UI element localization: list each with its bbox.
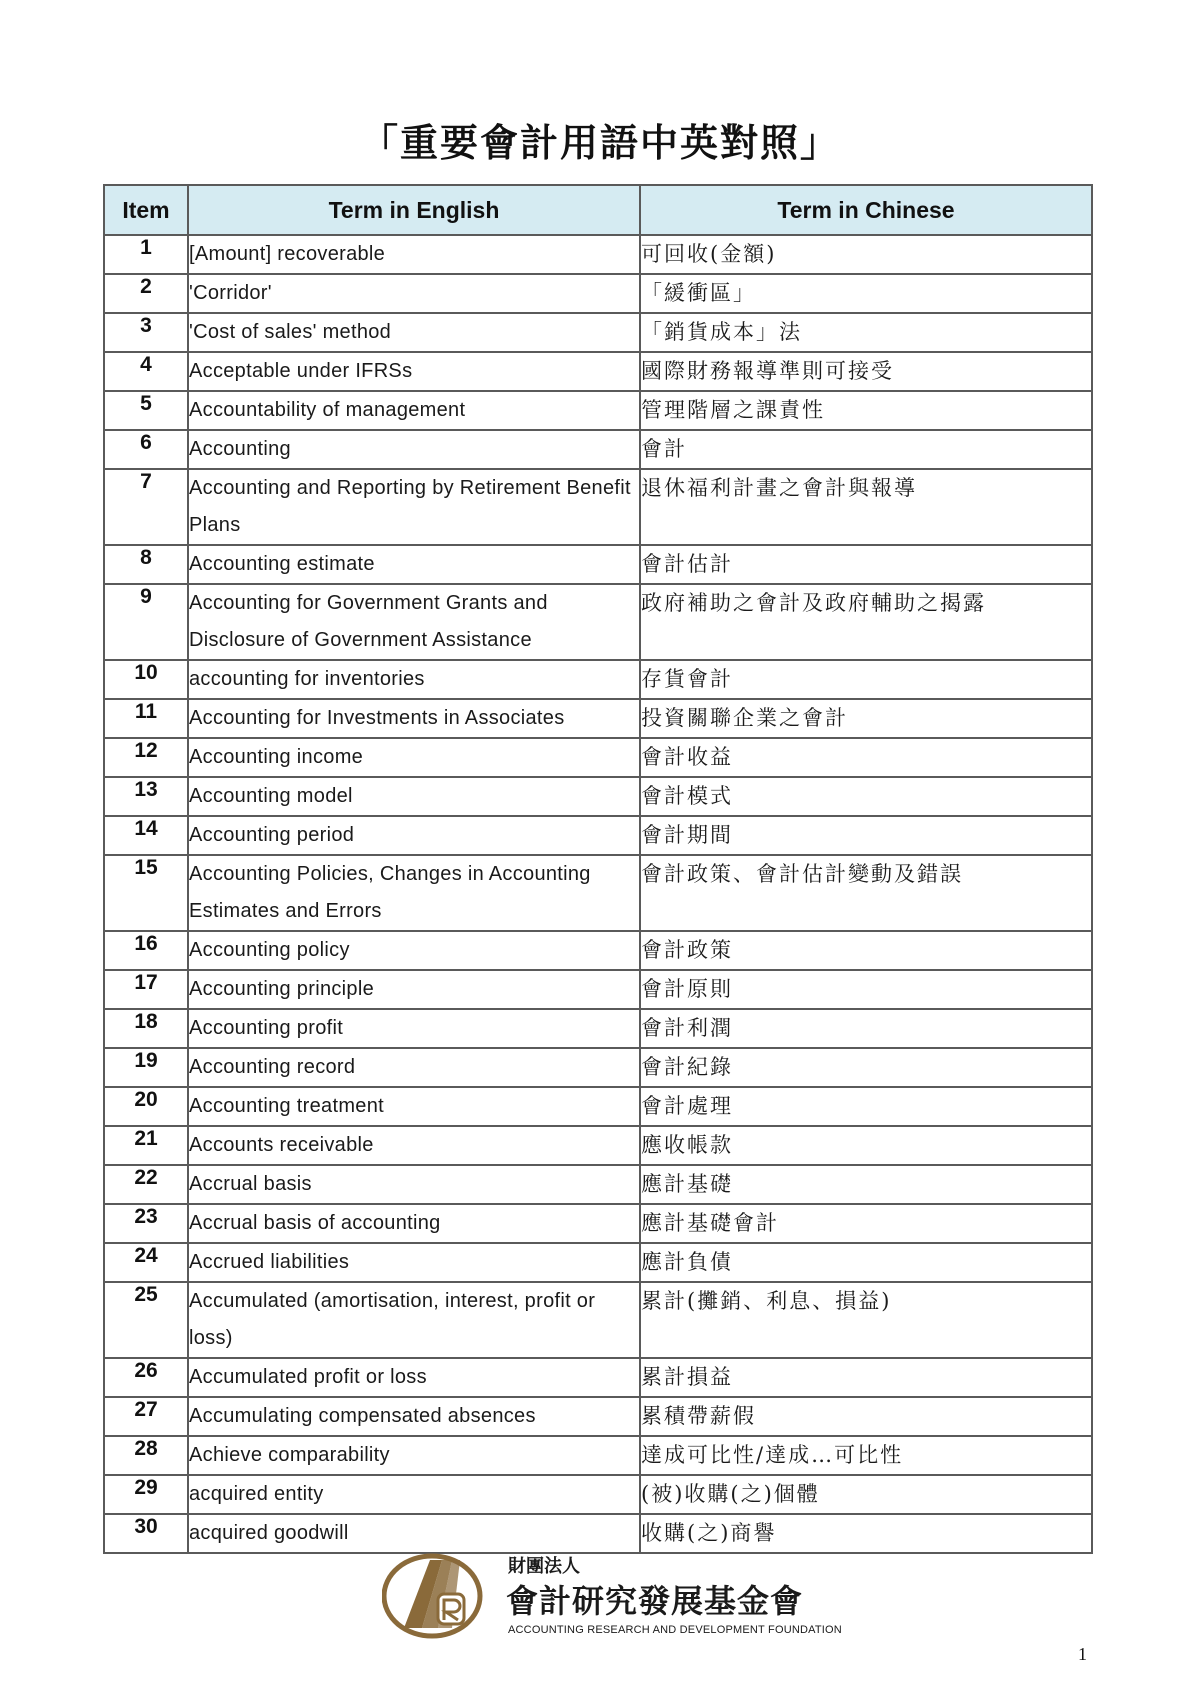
term-english: Accumulating compensated absences: [188, 1397, 640, 1436]
term-chinese: 累計(攤銷、利息、損益): [640, 1282, 1092, 1358]
term-chinese: 會計原則: [640, 970, 1092, 1009]
table-row: [104, 391, 1092, 430]
term-english: Achieve comparability: [188, 1436, 640, 1475]
item-number: 17: [104, 970, 188, 1009]
item-number: 5: [104, 391, 188, 430]
term-chinese: 退休福利計畫之會計與報導: [640, 469, 1092, 545]
item-number: 1: [104, 235, 188, 274]
term-chinese: 國際財務報導準則可接受: [640, 352, 1092, 391]
item-number: 8: [104, 545, 188, 584]
item-number: 3: [104, 313, 188, 352]
table-row: [104, 352, 1092, 391]
logo-name: 會計研究發展基金會: [506, 1582, 804, 1620]
table-row: [104, 469, 1092, 545]
table-row: [104, 1436, 1092, 1475]
foundation-logo: [382, 1550, 842, 1640]
term-english: accounting for inventories: [188, 660, 640, 699]
term-english: Accounting period: [188, 816, 640, 855]
term-chinese: 存貨會計: [640, 660, 1092, 699]
term-english: Accounts receivable: [188, 1126, 640, 1165]
item-number: 12: [104, 738, 188, 777]
term-chinese: 應收帳款: [640, 1126, 1092, 1165]
header-term-english: Term in English: [188, 185, 640, 235]
item-number: 25: [104, 1282, 188, 1358]
table-row: [104, 1358, 1092, 1397]
term-chinese: 會計: [640, 430, 1092, 469]
table-row: [104, 660, 1092, 699]
item-number: 2: [104, 274, 188, 313]
page-number: 1: [1078, 1644, 1087, 1664]
term-english: Accounting policy: [188, 931, 640, 970]
term-english: Accounting profit: [188, 1009, 640, 1048]
table-row: [104, 1397, 1092, 1436]
term-chinese: 「緩衝區」: [640, 274, 1092, 313]
item-number: 14: [104, 816, 188, 855]
item-number: 29: [104, 1475, 188, 1514]
term-english: Accounting for Government Grants and Disclosure of Government Assistance: [188, 584, 640, 660]
term-chinese: 應計負債: [640, 1243, 1092, 1282]
table-body: [104, 235, 1092, 1553]
header-item: Item: [104, 185, 188, 235]
table-row: [104, 274, 1092, 313]
term-english: Accounting estimate: [188, 545, 640, 584]
logo-subtitle: 財團法人: [508, 1556, 580, 1577]
term-english: Accounting principle: [188, 970, 640, 1009]
item-number: 13: [104, 777, 188, 816]
table-row: [104, 545, 1092, 584]
term-english: Accumulated profit or loss: [188, 1358, 640, 1397]
term-english: Acceptable under IFRSs: [188, 352, 640, 391]
table-row: [104, 1087, 1092, 1126]
table-row: [104, 430, 1092, 469]
term-chinese: 會計估計: [640, 545, 1092, 584]
term-chinese: 會計政策: [640, 931, 1092, 970]
item-number: 30: [104, 1514, 188, 1553]
item-number: 23: [104, 1204, 188, 1243]
term-chinese: 會計期間: [640, 816, 1092, 855]
table-row: [104, 1282, 1092, 1358]
table-row: [104, 235, 1092, 274]
term-english: Accounting income: [188, 738, 640, 777]
term-english: Accounting model: [188, 777, 640, 816]
table-row: [104, 855, 1092, 931]
term-chinese: 管理階層之課責性: [640, 391, 1092, 430]
table-row: [104, 1204, 1092, 1243]
table-row: [104, 931, 1092, 970]
item-number: 7: [104, 469, 188, 545]
item-number: 18: [104, 1009, 188, 1048]
term-chinese: 累積帶薪假: [640, 1397, 1092, 1436]
term-chinese: 「銷貨成本」法: [640, 313, 1092, 352]
header-term-chinese: Term in Chinese: [640, 185, 1092, 235]
item-number: 27: [104, 1397, 188, 1436]
term-english: Accounting and Reporting by Retirement Benefit Plans: [188, 469, 640, 545]
table-row: [104, 777, 1092, 816]
term-english: Accountability of management: [188, 391, 640, 430]
term-chinese: 會計利潤: [640, 1009, 1092, 1048]
item-number: 26: [104, 1358, 188, 1397]
term-chinese: 應計基礎: [640, 1165, 1092, 1204]
item-number: 11: [104, 699, 188, 738]
item-number: 20: [104, 1087, 188, 1126]
item-number: 28: [104, 1436, 188, 1475]
item-number: 6: [104, 430, 188, 469]
term-chinese: 收購(之)商譽: [640, 1514, 1092, 1553]
term-english: Accounting record: [188, 1048, 640, 1087]
table-row: [104, 1126, 1092, 1165]
term-english: Accounting for Investments in Associates: [188, 699, 640, 738]
term-english: Accrued liabilities: [188, 1243, 640, 1282]
term-chinese: 達成可比性/達成…可比性: [640, 1436, 1092, 1475]
glossary-table: [103, 184, 1093, 1554]
term-english: Accounting treatment: [188, 1087, 640, 1126]
item-number: 24: [104, 1243, 188, 1282]
term-english: acquired goodwill: [188, 1514, 640, 1553]
table-row: [104, 1475, 1092, 1514]
term-chinese: 會計模式: [640, 777, 1092, 816]
table-row: [104, 970, 1092, 1009]
term-english: 'Corridor': [188, 274, 640, 313]
item-number: 21: [104, 1126, 188, 1165]
table-row: [104, 1009, 1092, 1048]
term-english: [Amount] recoverable: [188, 235, 640, 274]
term-chinese: 投資關聯企業之會計: [640, 699, 1092, 738]
term-english: 'Cost of sales' method: [188, 313, 640, 352]
foundation-emblem-icon: [382, 1550, 486, 1640]
table-row: [104, 584, 1092, 660]
term-chinese: 可回收(金額): [640, 235, 1092, 274]
logo-english-name: ACCOUNTING RESEARCH AND DEVELOPMENT FOUNDATION: [508, 1624, 842, 1636]
term-chinese: 應計基礎會計: [640, 1204, 1092, 1243]
item-number: 4: [104, 352, 188, 391]
term-chinese: (被)收購(之)個體: [640, 1475, 1092, 1514]
term-english: acquired entity: [188, 1475, 640, 1514]
term-chinese: 政府補助之會計及政府輔助之揭露: [640, 584, 1092, 660]
table-row: [104, 1165, 1092, 1204]
item-number: 9: [104, 584, 188, 660]
table-row: [104, 816, 1092, 855]
term-chinese: 會計紀錄: [640, 1048, 1092, 1087]
page-title: 「重要會計用語中英對照」: [359, 120, 840, 165]
term-english: Accrual basis: [188, 1165, 640, 1204]
table-row: [104, 1048, 1092, 1087]
item-number: 16: [104, 931, 188, 970]
term-chinese: 會計收益: [640, 738, 1092, 777]
term-english: Accounting Policies, Changes in Accounting Estimates and Errors: [188, 855, 640, 931]
item-number: 22: [104, 1165, 188, 1204]
table-row: [104, 313, 1092, 352]
term-english: Accrual basis of accounting: [188, 1204, 640, 1243]
table-row: [104, 699, 1092, 738]
term-chinese: 會計政策、會計估計變動及錯誤: [640, 855, 1092, 931]
item-number: 19: [104, 1048, 188, 1087]
table-row: [104, 1243, 1092, 1282]
term-chinese: 會計處理: [640, 1087, 1092, 1126]
table-header-row: [104, 185, 1092, 235]
table-row: [104, 738, 1092, 777]
term-english: Accumulated (amortisation, interest, profit or loss): [188, 1282, 640, 1358]
item-number: 15: [104, 855, 188, 931]
table-row: [104, 1514, 1092, 1553]
term-english: Accounting: [188, 430, 640, 469]
item-number: 10: [104, 660, 188, 699]
term-chinese: 累計損益: [640, 1358, 1092, 1397]
